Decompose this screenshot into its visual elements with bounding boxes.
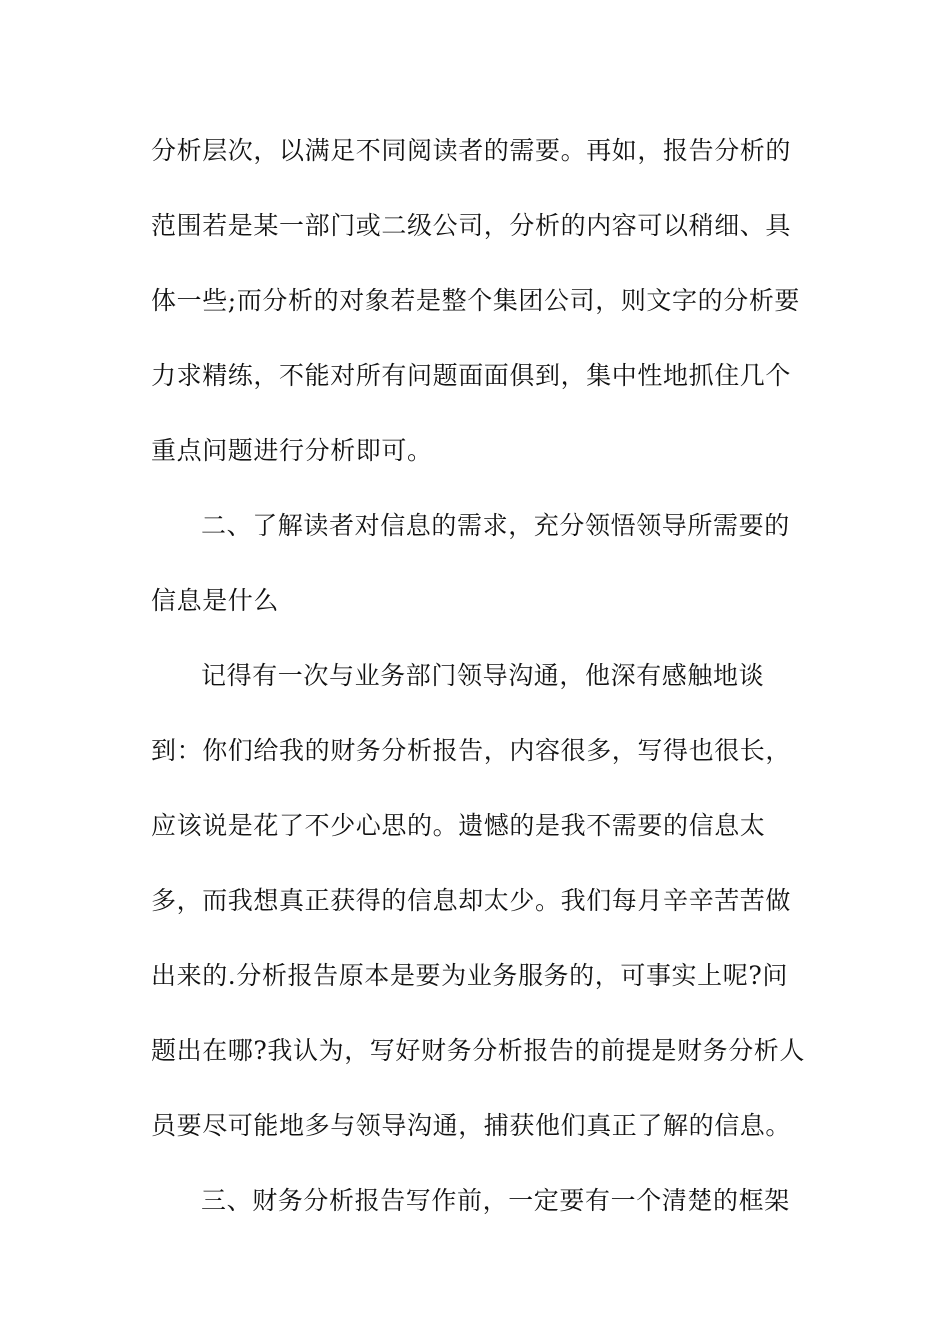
text-line-14: 员要尽可能地多与领导沟通，捕获他们真正了解的信息。 [151,1111,792,1140]
text-line-2: 范围若是某一部门或二级公司，分析的内容可以稍细、具 [151,211,792,240]
section-heading-3: 三、财务分析报告写作前，一定要有一个清楚的框架 [201,1186,790,1215]
text-line-8: 记得有一次与业务部门领导沟通，他深有感触地谈 [201,661,765,690]
text-line-3: 体一些;而分析的对象若是整个集团公司，则文字的分析要 [151,286,801,315]
text-line-11: 多，而我想真正获得的信息却太少。我们每月辛辛苦苦做 [151,886,792,915]
text-line-13: 题出在哪?我认为，写好财务分析报告的前提是财务分析人 [151,1036,806,1065]
section-heading-2: 二、了解读者对信息的需求，充分领悟领导所需要的 [201,511,790,540]
text-line-4: 力求精练，不能对所有问题面面俱到，集中性地抓住几个 [151,361,792,390]
text-line-12: 出来的.分析报告原本是要为业务服务的，可事实上呢?问 [151,961,788,990]
text-line-5: 重点问题进行分析即可。 [151,436,433,465]
text-line-1: 分析层次，以满足不同阅读者的需要。再如，报告分析的 [151,136,792,165]
text-line-10: 应该说是花了不少心思的。遗憾的是我不需要的信息太 [151,811,766,840]
section-heading-2-continued: 信息是什么 [151,586,280,615]
text-line-9: 到：你们给我的财务分析报告，内容很多，写得也很长， [151,736,792,765]
